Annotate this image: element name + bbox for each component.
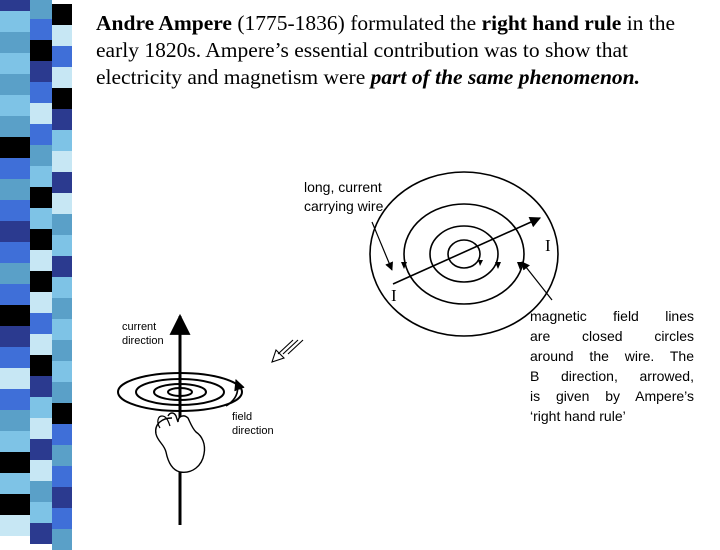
caption-line: B direction, arrowed, — [530, 368, 694, 384]
wire-pointer-line — [372, 222, 392, 270]
label-line: current — [122, 321, 157, 333]
current-symbol: I — [391, 286, 397, 305]
wire-label — [304, 178, 383, 216]
field-arrow-icon — [478, 260, 483, 266]
wire-label-line: long, current — [304, 179, 382, 195]
text-segment: (1775-1836) formulated the — [231, 11, 482, 35]
field-circle-middle — [404, 204, 524, 304]
term-right-hand-rule: right hand rule — [481, 11, 622, 35]
wire-label-line: carrying wire — [304, 198, 384, 214]
caption-line: around the wire. The — [530, 348, 694, 364]
label-line: direction — [232, 425, 274, 437]
field-lines-pointer-line — [522, 262, 552, 300]
caption-line: is given by Ampere’s — [530, 388, 694, 404]
caption-line: ‘right hand rule’ — [530, 408, 626, 424]
label-line: field — [232, 411, 253, 423]
field-lines-caption — [530, 306, 694, 426]
current-symbol: I — [545, 236, 551, 255]
field-circle-core — [448, 240, 480, 268]
current-direction-label — [122, 320, 164, 348]
label-line: direction — [122, 335, 164, 347]
name-ampere: Andre Ampere — [96, 11, 232, 35]
field-direction-label — [232, 410, 274, 438]
hatched-arrow-icon — [272, 340, 303, 362]
field-circle-inner — [430, 226, 498, 282]
caption-line: are closed circles — [530, 328, 694, 344]
text-segment: in the early 1820s. Ampere’s essential contribution was to show that electricity and magnetism were — [96, 11, 676, 89]
hand-outline — [156, 413, 205, 472]
caption-line: magnetic field lines — [530, 308, 694, 324]
emphasis-phrase: part of the same phenomenon. — [370, 65, 640, 89]
wire-line — [393, 218, 540, 284]
